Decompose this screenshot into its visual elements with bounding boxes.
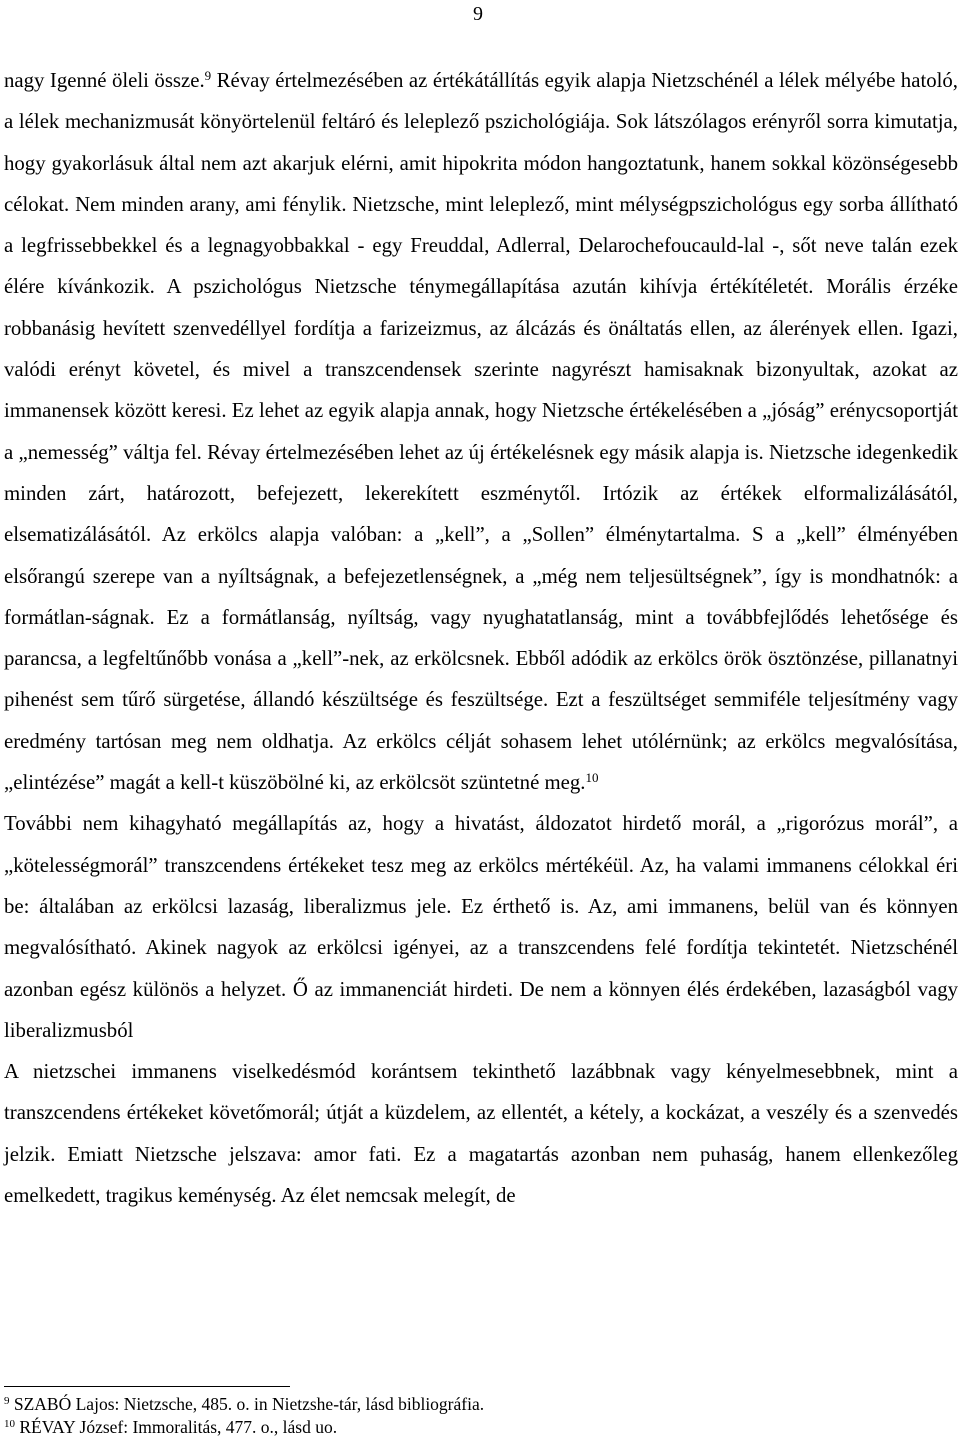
footnote-10 (4, 1416, 904, 1439)
footnote-ref-10: 10 (585, 769, 599, 785)
paragraph-1 (4, 60, 958, 803)
footnote-9 (4, 1393, 904, 1416)
footnotes (4, 1393, 904, 1439)
paragraph-3: A nietzschei immanens viselkedésmód korántsem tekinthető lazábbnak vagy kényelmesebbnek, mint a transzcendens értékeket követőmorál; útját a küzdelem, az ellentét, a kétely, a kockázat, a veszély és a szenvedés jelzik. Emiatt Nietzsche jelszava: amor fati. Ez a magatartás azonban nem puhaság, hanem ellenkezőleg emelkedett, tragikus keménység. Az élet nemcsak melegít, de (4, 1060, 958, 1208)
paragraph-1-text-a: nagy Igenné öleli össze. (4, 69, 205, 92)
body-text (4, 60, 958, 1216)
paragraph-2: További nem kihagyható megállapítás az, hogy a hivatást, áldozatot hirdető morál, a „rigorózus morál”, a „kötelességmorál” transzcendens értékeket tesz meg az erkölcs mértékéül. Az, ha valami immanens célokkal éri be: általában az erkölcsi lazaság, liberalizmus jele. Ez érthető is. Az, ami immanens, belül van és könnyen megvalósítható. Akinek nagyok az erkölcsi igényei, az a transzcendens felé fordítja tekintetét. Nietzschénél azonban egész különös a helyzet. Ő az immanenciát hirdeti. De nem a könnyen élés érdekében, lazaságból vagy liberalizmusból (4, 812, 958, 1042)
footnote-number: 10 (4, 1417, 15, 1430)
paragraph-1-text-b: Révay értelmezésében az értékátállítás egyik alapja Nietzschénél a lélek mélyébe hatoló, a lélek mechanizmusát könyörtelenül feltáró és leleplező pszichológiája. Sok látszólagos erényről sorra kimutatja, hogy gyakorlásuk által nem azt akarjuk elérni, amit hipokrita módon hangoztatunk, hanem sokkal közönségesebb célokat. Nem minden arany, ami fénylik. Nietzsche, mint leleplező, mint mélységpszichológus egy sorba állítható a legfrissebbekkel és a legnagyobbakkal - egy Freuddal, Adlerral, Delarochefoucauld-lal -, sőt neve talán ezek élére kívánkozik. A pszichológus Nietzsche ténymegállapítása azután kihívja értékítéletét. Morális érzéke robbanásig hevített szenvedéllyel fordítja a farizeizmus, az álcázás és önáltatás ellen, az álerények ellen. Igazi, valódi erényt követel, és mivel a transzcendensek szerinte nagyrészt hamisaknak bizonyultak, azokat az immanensek között keresi. Ez lehet az egyik alapja annak, hogy Nietzsche értékelésében a „jóság” erénycsoportját a „nemesség” váltja fel. Révay értelmezésében lehet az új értékelésnek egy másik alapja is. Nietzsche idegenkedik minden zárt, határozott, befejezett, lekerekített eszménytől. Irtózik az értékek elformalizálásától, elsematizálásától. Az erkölcs alapja valóban: a „kell”, a „Sollen” élménytartalma. S a „kell” élményében elsőrangú szerepe van a nyíltságnak, a befejezetlenségnek, a „még nem teljesültségnek”, így is mondhatnók: a formátlan-ságnak. Ez a formátlanság, nyíltság, vagy nyughatatlanság, mint a továbbfejlődés lehetősége és parancsa, a legfeltűnőbb vonása a „kell”-nek, az erkölcsnek. Ebből adódik az erkölcs örök ösztönzése, pillanatnyi pihenést sem tűrő sürgetése, állandó készültsége és feszültsége. Ezt a feszültséget semmiféle teljesítmény vagy eredmény tartósan meg nem oldhatja. Az erkölcs célját sohasem lehet utólérnünk; az erkölcs megvalósítása, „elintézése” magát a kell-t küszöbölné ki, az erkölcsöt szüntetné meg. (4, 69, 958, 795)
footnote-text: RÉVAY József: Immoralitás, 477. o., lásd uo. (15, 1417, 338, 1437)
footnote-text: SZABÓ Lajos: Nietzsche, 485. o. in Nietzshe-tár, lásd bibliográfia. (9, 1394, 485, 1414)
footnote-ref-9: 9 (204, 67, 212, 83)
page-number: 9 (473, 3, 483, 25)
footnote-separator (4, 1386, 290, 1387)
footnote-number: 9 (4, 1394, 10, 1407)
